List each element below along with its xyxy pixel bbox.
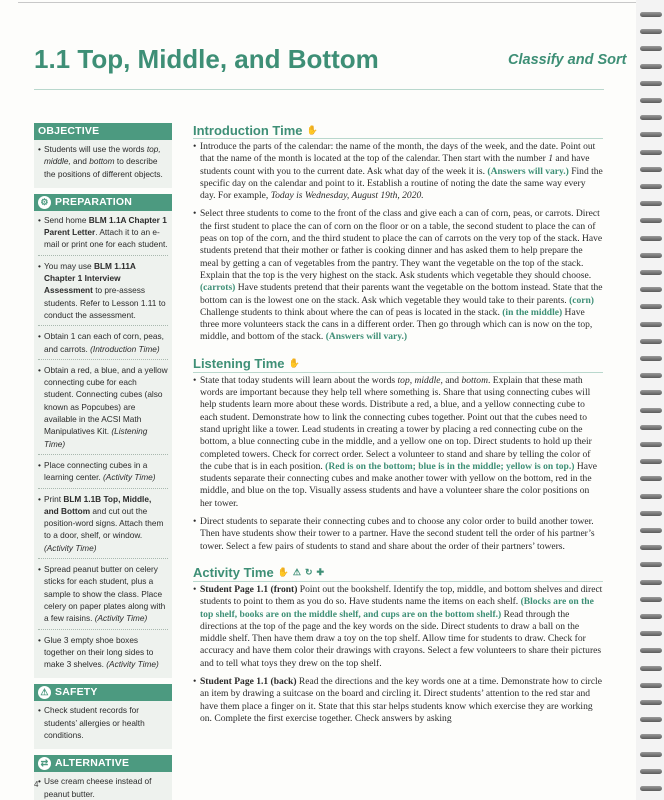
sidebar-item: • You may use BLM 1.11A Chapter 1 Interview Assessment to pre-assess students. Refer to Lesson 1.11 to conduct the assessment. bbox=[38, 260, 168, 326]
binding-coil bbox=[640, 236, 662, 241]
sidebar-item: • Send home BLM 1.1A Chapter 1 Parent Letter. Attach it to an e-mail or print one for each student. bbox=[38, 214, 168, 256]
bold-text: BLM 1.1A Chapter 1 Parent Letter bbox=[44, 214, 167, 238]
sidebar bbox=[34, 123, 172, 800]
answer-text: (Blocks are on the top shelf, books are on the middle shelf, and cups are on the bottom shelf.) bbox=[200, 596, 594, 620]
sidebar-item: • Students will use the words top, middle, and bottom to describe the positions of different objects. bbox=[38, 143, 168, 184]
activity-time-header bbox=[193, 565, 603, 582]
binding-coil bbox=[640, 201, 662, 206]
bold-text: Student Page 1.1 (front) bbox=[200, 583, 298, 595]
binding-coil bbox=[640, 752, 662, 757]
sidebar-item: • Glue 3 empty shoe boxes together on their long sides to make 3 shelves. (Activity Time) bbox=[38, 634, 168, 675]
sidebar-item: • Obtain a red, a blue, and a yellow connecting cube for each student. Connecting cubes (also known as Popcubes) are available in the ACSI Math Manipulatives Kit. (Listening Time) bbox=[38, 364, 168, 455]
bold-text: Student Page 1.1 (back) bbox=[200, 675, 297, 687]
binding-coil bbox=[640, 511, 662, 516]
swap-icon: ⇄ bbox=[38, 757, 51, 770]
binding-coil bbox=[640, 98, 662, 103]
binding-coil bbox=[640, 614, 662, 619]
safety-header bbox=[34, 684, 172, 701]
binding-coil bbox=[640, 528, 662, 533]
page-number: 4 bbox=[34, 780, 39, 789]
gear-icon: ⚙ bbox=[38, 196, 51, 209]
binding-coil bbox=[640, 218, 662, 223]
binding-coil bbox=[640, 167, 662, 172]
binding-coil bbox=[640, 46, 662, 51]
binding-coil bbox=[640, 64, 662, 69]
listening-time-header bbox=[193, 356, 603, 373]
answer-text: (corn) bbox=[569, 294, 594, 306]
listening-time-label: Listening Time bbox=[193, 356, 285, 372]
binding-coil bbox=[640, 373, 662, 378]
binding-coil bbox=[640, 597, 662, 602]
binding-coil bbox=[640, 494, 662, 499]
binding-coil bbox=[640, 253, 662, 258]
sidebar-item: • Place connecting cubes in a learning center. (Activity Time) bbox=[38, 459, 168, 489]
introduction-paragraphs bbox=[193, 141, 603, 344]
binding-coil bbox=[640, 408, 662, 413]
binding-coil bbox=[640, 304, 662, 309]
italic-text: (Introduction Time) bbox=[90, 343, 160, 354]
answer-text: (Answers will vary.) bbox=[487, 165, 569, 177]
refresh-icon: ↻ bbox=[304, 567, 313, 578]
sidebar-item: • Print BLM 1.1B Top, Middle, and Bottom and cut out the position-word signs. Attach them to a door, shelf, or window. (Activity Time) bbox=[38, 493, 168, 559]
objective-header bbox=[34, 123, 172, 140]
binding-coil bbox=[640, 29, 662, 34]
introduction-time-header bbox=[193, 122, 603, 139]
binding-coil bbox=[640, 700, 662, 705]
binding-coil bbox=[640, 356, 662, 361]
sidebar-item: • Use cream cheese instead of peanut butter. bbox=[38, 775, 168, 800]
paragraph: • Student Page 1.1 (front) Point out the bookshelf. Identify the top, middle, and bottom shelves and direct students to point to them as you do so. Have students name the items on each shelf. (Blocks are on the top shelf, books are on the middle shelf, and cups are on the bottom shelf.) Read through the directions at the top of the page and the key words on the side. Direct students to draw a ball on the middle shelf. Then have them draw a toy on the top shelf. Allow time for students to draw. Check for accuracy and have them color their drawings with crayons. Select a few volunteers to share their pictures and to tell what toys they drew on the top shelf. bbox=[193, 584, 603, 670]
activity-paragraphs bbox=[193, 584, 603, 725]
binding-coil bbox=[640, 115, 662, 120]
binding-coil bbox=[640, 562, 662, 567]
page-subtitle: Classify and Sort bbox=[508, 52, 627, 68]
binding-coil bbox=[640, 132, 662, 137]
binding-coil bbox=[640, 648, 662, 653]
italic-text: Today is Wednesday, August 19th, 2020. bbox=[270, 190, 424, 202]
italic-text: (Listening Time) bbox=[44, 426, 148, 449]
answer-text: (in the middle) bbox=[502, 306, 563, 318]
main-content bbox=[193, 122, 603, 731]
binding-coil bbox=[640, 81, 662, 86]
top-rule bbox=[18, 2, 640, 3]
spiral-binding bbox=[636, 0, 664, 800]
activity-time-label: Activity Time bbox=[193, 565, 274, 581]
italic-text: (Activity Time) bbox=[94, 613, 148, 624]
italic-text: bottom bbox=[461, 374, 488, 386]
binding-coil bbox=[640, 545, 662, 550]
sidebar-item: • Check student records for students’ allergies or health conditions. bbox=[38, 704, 168, 745]
binding-coil bbox=[640, 734, 662, 739]
answer-text: (Answers will vary.) bbox=[325, 331, 408, 343]
hand-icon: ✋ bbox=[277, 567, 289, 578]
binding-coil bbox=[640, 442, 662, 447]
binding-coil bbox=[640, 12, 662, 17]
bold-text: BLM 1.1B Top, Middle, and Bottom bbox=[44, 493, 152, 516]
answer-text: (Red is on the bottom; blue is in the middle; yellow is on top.) bbox=[325, 460, 575, 472]
bold-text: BLM 1.11A Chapter 1 Interview Assessment bbox=[44, 260, 136, 296]
safety-label: SAFETY bbox=[55, 686, 98, 699]
binding-coil bbox=[640, 666, 662, 671]
preparation-label: PREPARATION bbox=[55, 195, 133, 208]
hand-icon: ✋ bbox=[288, 358, 300, 369]
safety-body bbox=[34, 701, 172, 749]
title-divider bbox=[34, 89, 604, 90]
binding-coil bbox=[640, 717, 662, 722]
italic-text: top, middle, bbox=[397, 374, 443, 386]
alternative-body bbox=[34, 772, 172, 800]
italic-text: (Activity Time) bbox=[103, 472, 156, 483]
warning-icon: ⚠ bbox=[292, 567, 301, 578]
binding-coil bbox=[640, 339, 662, 344]
italic-text: 1 bbox=[548, 153, 553, 165]
alternative-header bbox=[34, 755, 172, 772]
paragraph: • State that today students will learn about the words top, middle, and bottom. Explain that these math words are important because they help tell where something is. Share that using connecting cubes will help students learn more about these words. Distribute a red, a blue, and a yellow connecting cube to each student. Demonstrate how to link the connecting cubes together. Point out that the cubes need to stand upright like a tower. Lead students in creating a tower by placing a red connecting cube on the bottom, a blue connecting cube in the middle, and a yellow one on top. Direct students to hold up their completed towers. Check for correct order. Select a volunteer to stand and share by telling the color of the cube that is in each position. (Red is on the bottom; blue is in the middle; yellow is on top.) Have students separate their connecting cubes and make another tower with yellow on the bottom, red in the middle, and blue on the top. Visually assess students and have a volunteer share the color positions on her tower. bbox=[193, 375, 603, 510]
binding-coil bbox=[640, 390, 662, 395]
preparation-body bbox=[34, 211, 172, 679]
binding-coil bbox=[640, 459, 662, 464]
italic-text: bottom bbox=[89, 156, 115, 167]
binding-coil bbox=[640, 683, 662, 688]
sidebar-item: • Obtain 1 can each of corn, peas, and carrots. (Introduction Time) bbox=[38, 330, 168, 360]
objective-label: OBJECTIVE bbox=[38, 125, 100, 137]
page-title: 1.1 Top, Middle, and Bottom bbox=[34, 44, 379, 74]
plus-icon: ✚ bbox=[316, 567, 325, 578]
binding-coil bbox=[640, 322, 662, 327]
binding-coil bbox=[640, 786, 662, 791]
warning-icon: ⚠ bbox=[38, 686, 51, 699]
binding-coil bbox=[640, 476, 662, 481]
preparation-header bbox=[34, 194, 172, 211]
alternative-label: ALTERNATIVE bbox=[55, 757, 130, 770]
binding-coil bbox=[640, 425, 662, 430]
italic-text: top, middle, bbox=[44, 144, 161, 167]
introduction-time-label: Introduction Time bbox=[193, 122, 303, 138]
binding-coil bbox=[640, 769, 662, 774]
paragraph: • Direct students to separate their connecting cubes and to choose any color order to build another tower. Then have students show their tower to a partner. Have the second student tell the order of his partner’s tower. Select a few pairs of students to stand and share about the order of their partners’ towers. bbox=[193, 516, 603, 553]
italic-text: (Activity Time) bbox=[44, 542, 97, 553]
italic-text: (Activity Time) bbox=[106, 659, 159, 670]
binding-coil bbox=[640, 580, 662, 585]
binding-coil bbox=[640, 150, 662, 155]
paragraph: • Introduce the parts of the calendar: the name of the month, the days of the week, and the date. Point out that the name of the month is located at the top of the calendar. Then start with the number 1 and have students count with you to the current date. Ask what day of the week it is. (Answers will vary.) Find the specific day on the calendar and point to it. Establish a routine of noting the date the same way every day. For example, Today is Wednesday, August 19th, 2020. bbox=[193, 141, 603, 202]
binding-coil bbox=[640, 184, 662, 189]
listening-paragraphs bbox=[193, 375, 603, 553]
sidebar-item: • Spread peanut butter on celery sticks for each student, plus a sample to show the class. Place celery on paper plates along with a few raisins. (Activity Time) bbox=[38, 563, 168, 629]
answer-text: (carrots) bbox=[200, 282, 236, 294]
objective-body bbox=[34, 140, 172, 188]
paragraph: • Student Page 1.1 (back) Read the directions and the key words one at a time. Demonstrate how to circle an item by drawing a suitcase on the board and circling it. Direct students’ attention to the red star and have them place a finger on it. State that this star helps students know which exercise they are working on. Complete the first exercise together. Check answers by asking bbox=[193, 676, 603, 725]
binding-coil bbox=[640, 287, 662, 292]
binding-coil bbox=[640, 631, 662, 636]
paragraph: • Select three students to come to the front of the class and give each a can of corn, peas, or carrots. Direct the first student to place the can of corn on the floor or on a table, the second student to place the can of peas on top of the corn, and the third student to place the can of carrots on the very top of the stack. Have students pretend that their mother or father is cooking dinner and has asked them to help prepare the meal by getting a can of vegetables from the pantry. They want the vegetable on the top of the stack. Explain that the top is the very highest on the stack. Ask students which vegetable they should choose. (carrots) Have students pretend that their parents want the vegetable on the bottom instead. State that the bottom can is the lowest one on the stack. Ask which vegetable they would take to their parents. (corn) Challenge students to think about where the can of peas is located in the stack. (in the middle) Have three more volunteers stack the cans in a different order. Then go through which can is now on the top, middle, and bottom of the stack. (Answers will vary.) bbox=[193, 208, 603, 343]
hand-icon: ✋ bbox=[306, 124, 318, 135]
binding-coil bbox=[640, 270, 662, 275]
